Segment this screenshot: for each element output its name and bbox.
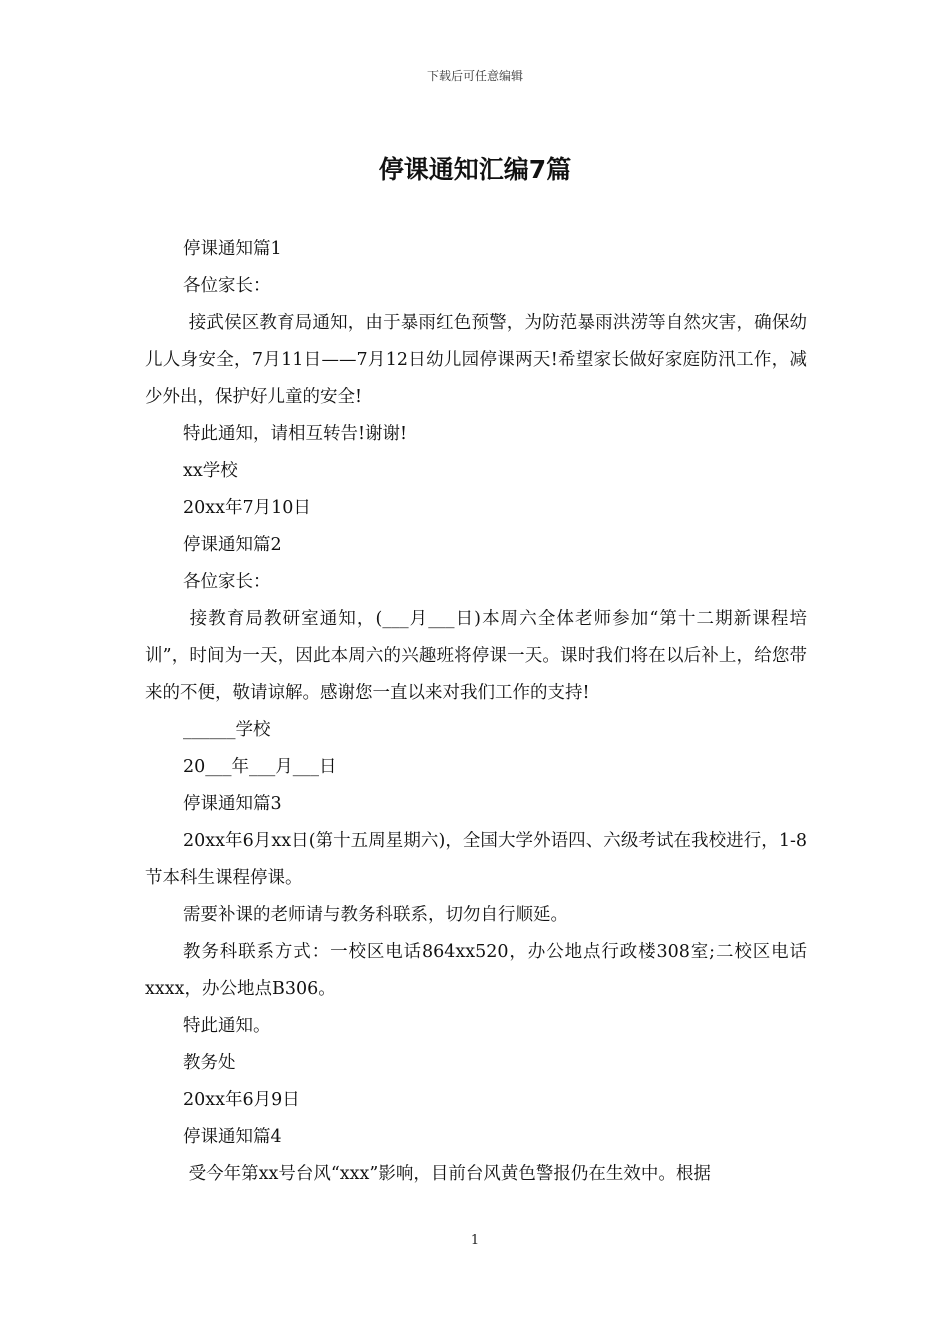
page-number: 1 (470, 1233, 480, 1248)
salutation: 各位家长： (183, 572, 271, 592)
signature: ______学校 (183, 720, 271, 740)
section-heading: 停课通知篇3 (183, 794, 282, 814)
document-body (145, 231, 807, 1193)
section-heading: 停课通知篇4 (183, 1127, 282, 1147)
body-paragraph: 特此通知，请相互转告!谢谢! (183, 424, 408, 444)
section-heading: 停课通知篇2 (183, 535, 282, 555)
body-paragraph: 接教育局教研室通知，(___月___日)本周六全体老师参加“第十二期新课程培训”，时间为一天，因此本周六的兴趣班将停课一天。课时我们将在以后补上，给您带来的不便，敬请谅解。感谢您一直以来对我们工作的支持! (145, 609, 807, 703)
body-paragraph: 特此通知。 (183, 1016, 271, 1036)
body-paragraph: 教务科联系方式：一校区电话864xx520，办公地点行政楼308室;二校区电话xxxx，办公地点B306。 (145, 942, 807, 999)
salutation: 各位家长： (183, 276, 271, 296)
body-paragraph: 受今年第xx号台风“xxx”影响，目前台风黄色警报仍在生效中。根据 (183, 1164, 711, 1184)
body-paragraph: 需要补课的老师请与教务科联系，切勿自行顺延。 (183, 905, 568, 925)
date-line: 20xx年6月9日 (183, 1090, 300, 1110)
section-heading: 停课通知篇1 (183, 239, 282, 259)
date-line: 20___年___月___日 (183, 757, 337, 777)
body-paragraph: 接武侯区教育局通知，由于暴雨红色预警，为防范暴雨洪涝等自然灾害，确保幼儿人身安全，7月11日——7月12日幼儿园停课两天!希望家长做好家庭防汛工作，减少外出，保护好儿童的安全! (145, 313, 807, 407)
header-note: 下载后可任意编辑 (426, 69, 523, 83)
date-line: 20xx年7月10日 (183, 498, 311, 518)
body-paragraph: 20xx年6月xx日(第十五周星期六)，全国大学外语四、六级考试在我校进行，1-8节本科生课程停课。 (145, 831, 807, 888)
document-title: 停课通知汇编7篇 (378, 155, 572, 184)
signature: xx学校 (183, 461, 238, 481)
signature: 教务处 (183, 1053, 236, 1073)
